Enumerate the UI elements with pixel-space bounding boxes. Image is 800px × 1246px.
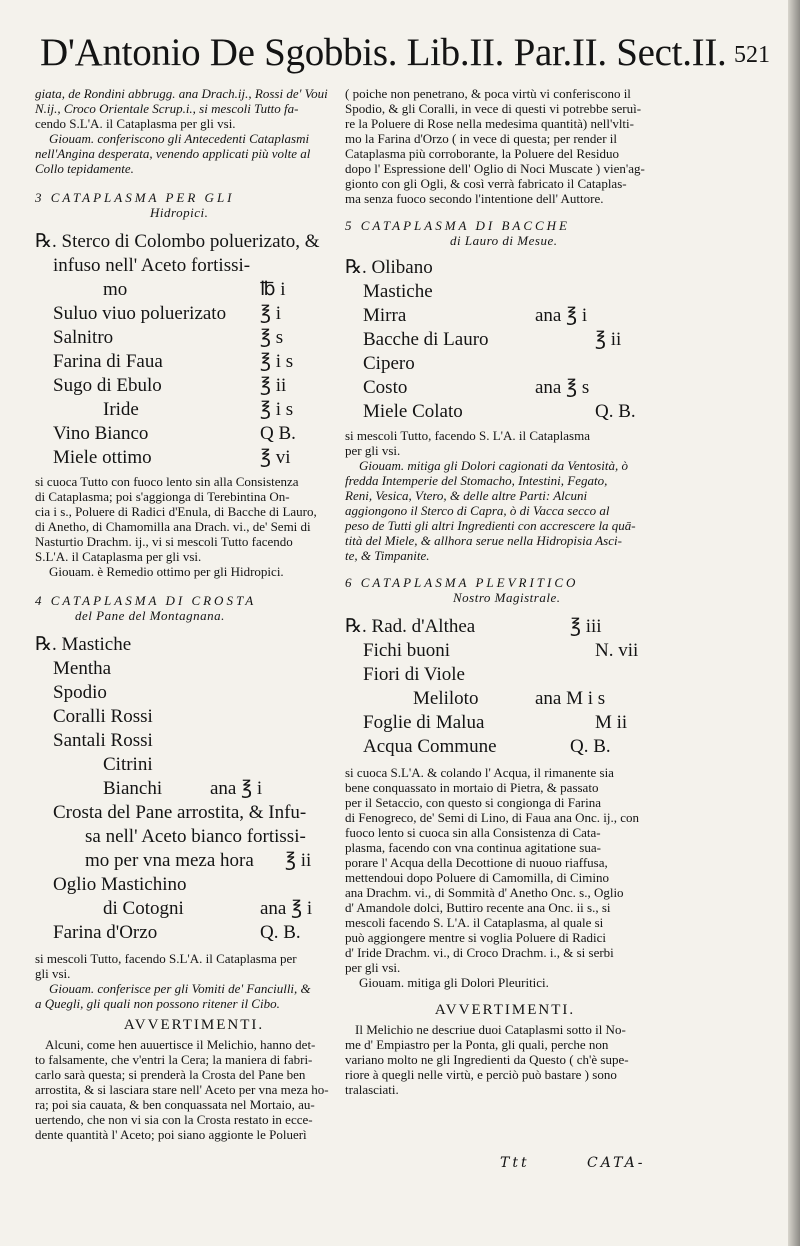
recipe-row: ℞. Sterco di Colombo poluerizato, & [35, 231, 320, 252]
text-line: fredda Intemperie del Stomacho, Intestini, Fegato, [345, 473, 608, 488]
text-line: tità del Miele, & allhora serue nella Hidropisia Asci- [345, 533, 622, 548]
recipe-row: Fichi buoni N. vii [363, 640, 639, 661]
recipe-row: Fiori di Viole [363, 664, 465, 685]
recipe-row: Vino Bianco Q B. [53, 423, 296, 444]
text-line: re la Poluere di Rose nella medesima quantità) nell'vlti- [345, 116, 634, 131]
section-title-3: 3 CATAPLASMA PER GLI Hidropici. [35, 190, 235, 220]
text-line: fuoco lento si cuoca sin alla Consistenza di Cata- [345, 825, 601, 840]
recipe-row: Crosta del Pane arrostita, & Infu- [53, 802, 307, 823]
text-line: Cataplasma più corroborante, la Poluere del Residuo [345, 146, 620, 161]
recipe-row: Bacche di Lauro ℥ ii [363, 329, 622, 350]
text-line: plasma, facendo con vna continua agitatione sua- [345, 840, 601, 855]
catchword: CATA- [587, 1155, 646, 1171]
recipe-row: Bianchi ana ℥ i [103, 778, 263, 799]
text-line: riore à quegli nelle virtù, e perciò può bastare ) sono [345, 1067, 617, 1082]
text-line: uertendo, che non vi sia con la Crosta restato in ecce- [35, 1112, 313, 1127]
text-line: di Fenogreco, de' Semi di Lino, di Faua ana Onc. ij., con [345, 810, 640, 825]
recipe-row: Salnitro ℥ s [53, 327, 284, 348]
text-line: cia i s., Poluere di Radici d'Enula, di Bacche di Lauro, [35, 504, 317, 519]
recipe-4 [35, 633, 353, 945]
text-line: Il Melichio ne descriue duoi Cataplasmi sotto il No- [355, 1022, 626, 1037]
text-line: Giouam. è Remedio ottimo per gli Hidropici. [49, 564, 284, 579]
text-line: di Cataplasma; poi s'aggionga di Terebintina On- [35, 489, 290, 504]
recipe-row: Acqua Commune Q. B. [363, 736, 611, 757]
text-line: può aggiongere mentre si voglia Poluere di Radici [345, 930, 607, 945]
recipe-row: Costo ana ℥ s [363, 377, 590, 398]
running-header [30, 30, 770, 82]
text-line: Alcuni, come hen auuertisce il Melichio, hanno det- [45, 1037, 316, 1052]
recipe-row: Coralli Rossi [53, 706, 153, 727]
warnings-heading: AVVERTIMENTI. [434, 1002, 576, 1018]
text-line: giata, de Rondini abbrugg. ana Drach.ij., Rossi de' Voui [35, 86, 328, 101]
recipe-row: Mentha [53, 658, 112, 679]
text-line: Collo tepidamente. [35, 161, 134, 176]
text-line: Reni, Vesica, Vtero, & delle altre Parti: Alcuni [345, 488, 588, 503]
recipe-row: Oglio Mastichino [53, 874, 187, 895]
recipe-row: Iride ℥ i s [103, 399, 294, 420]
text-line: dente quantità l' Aceto; poi siano aggionte le Poluerì [35, 1127, 307, 1142]
recipe-row: Foglie di Malua M ii [363, 712, 628, 733]
left-intro [35, 86, 353, 176]
text-line: aggiongono il Sterco di Capra, ò di Vacca secco al [345, 503, 610, 518]
recipe-row: Santali Rossi [53, 730, 153, 751]
text-line: per gli vsi. [345, 443, 401, 458]
text-line: gionto con gli Ogli, & così verrà fabricato il Cataplas- [345, 176, 627, 191]
recipe-row: infuso nell' Aceto fortissi- [53, 255, 251, 276]
text-line: arrostita, & si lasciara stare nell' Aceto per vna meza ho- [35, 1082, 329, 1097]
recipe-row: mo per vna meza hora ℥ ii [85, 850, 312, 871]
text-line: di Anetho, di Chamomilla ana Drach. vi., de' Semi di [35, 519, 311, 534]
recipe-row: Miele ottimo ℥ vi [53, 447, 291, 468]
recipe-row: Miele Colato Q. B. [363, 401, 636, 422]
warnings-heading: AVVERTIMENTI. [123, 1017, 265, 1033]
text-line: porare l' Acqua della Decottione di nuouo riaffusa, [345, 855, 608, 870]
warnings-text [345, 1022, 665, 1097]
recipe-row: mo ℔ i [103, 279, 286, 300]
right-intro [345, 86, 665, 206]
recipe-row: Farina d'Orzo Q. B. [53, 922, 301, 943]
recipe-row: Meliloto ana M i s [413, 688, 606, 709]
text-line: cendo S.L'A. il Cataplasma per gli vsi. [35, 116, 236, 131]
warnings-text [35, 1037, 353, 1142]
section-title-5: 5 CATAPLASMA DI BACCHE di Lauro di Mesue. [345, 218, 571, 248]
recipe-5 [345, 256, 665, 424]
text-line: S.L'A. il Cataplasma per gli vsi. [35, 549, 202, 564]
text-line: a Quegli, gli quali non possono ritener il Cibo. [35, 996, 280, 1011]
recipe-3 [35, 230, 353, 470]
right-column [345, 86, 665, 1097]
recipe-row: ℞. Rad. d'Althea ℥ iii [345, 616, 602, 637]
text-line: ana Drachm. vi., di Sommità d' Anetho Onc. s., Oglio [345, 885, 624, 900]
section-3-text [35, 474, 353, 579]
section-5-text [345, 428, 665, 563]
section-title-6: 6 CATAPLASMA PLEVRITICO Nostro Magistrale. [345, 575, 579, 605]
page-footer [500, 1155, 696, 1171]
text-line: tralasciati. [345, 1082, 399, 1097]
text-line: ( poiche non penetrano, & poca virtù vi conferiscono il [345, 86, 631, 101]
recipe-row: Farina di Faua ℥ i s [53, 351, 294, 372]
text-line: bene conquassato in mortaio di Pietra, & passato [345, 780, 599, 795]
text-line: variano molto ne gli Ingredienti da Questo ( ch'è supe- [345, 1052, 629, 1067]
recipe-row: Mastiche [363, 281, 433, 302]
text-line: ra; poi sia cauata, & ben conquassata nel Mortaio, au- [35, 1097, 315, 1112]
page-edge [788, 0, 800, 1246]
recipe-row: ℞. Olibano [345, 257, 433, 278]
header-title: D'Antonio De Sgobbis. Lib.II. Par.II. Sect.II. [40, 31, 727, 74]
recipe-row: Citrini [103, 754, 153, 775]
text-line: to falsamente, che v'entri la Cera; la maniera di fabri- [35, 1052, 313, 1067]
text-line: per gli vsi. [345, 960, 401, 975]
text-line: Giouam. conferisce per gli Vomiti de' Fanciulli, & [49, 981, 311, 996]
text-line: peso de Tutti gli altri Ingredienti con accrescere la quā- [345, 518, 636, 533]
text-line: mo la Farina d'Orzo ( in vece di questa; per render il [345, 131, 617, 146]
text-line: nell'Angina desperata, venendo applicati più volte al [35, 146, 311, 161]
page-number: 521 [734, 42, 770, 68]
text-line: d' Iride Drachm. vi., di Croco Drachm. i., & si serbi [345, 945, 614, 960]
text-line: Giouam. conferiscono gli Antecedenti Cataplasmi [49, 131, 310, 146]
recipe-row: Cipero [363, 353, 415, 374]
text-line: te, & Timpanite. [345, 548, 430, 563]
text-line: Spodio, & gli Coralli, in vece di questi vi potrebbe seruì- [345, 101, 642, 116]
text-line: carlo sarà questa; si prenderà la Crosta del Pane ben [35, 1067, 306, 1082]
text-line: d' Amandole dolci, Buttiro recente ana Onc. ii s., si [345, 900, 611, 915]
section-title-4: 4 CATAPLASMA DI CROSTA del Pane del Montagnana. [35, 593, 257, 623]
signature-mark: Ttt [500, 1155, 530, 1171]
text-line: si cuoca S.L'A. & colando l' Acqua, il rimanente sia [345, 765, 614, 780]
text-line: Giouam. mitiga gli Dolori Pleuritici. [359, 975, 549, 990]
recipe-row: ℞. Mastiche [35, 634, 132, 655]
recipe-row: Sugo di Ebulo ℥ ii [53, 375, 287, 396]
recipe-6 [345, 615, 665, 759]
text-line: mescoli facendo S. L'A. il Cataplasma, al quale si [345, 915, 604, 930]
text-line: N.ij., Croco Orientale Scrup.i., si mescoli Tutto fa- [35, 101, 299, 116]
text-line: Nasturtio Drachm. ij., vi si mescoli Tutto facendo [35, 534, 293, 549]
text-line: si mescoli Tutto, facendo S. L'A. il Cataplasma [345, 428, 590, 443]
recipe-row: Suluo viuo poluerizato ℥ i [53, 303, 282, 324]
text-line: dopo l' Espressione dell' Oglio di Noci Muscate ) vien'ag- [345, 161, 645, 176]
section-4-text [35, 951, 353, 1011]
text-line: si mescoli Tutto, facendo S.L'A. il Cataplasma per [35, 951, 297, 966]
recipe-row: Spodio [53, 682, 107, 703]
recipe-row: Mirra ana ℥ i [363, 305, 588, 326]
text-line: per il Setaccio, con questo si congionga di Farina [345, 795, 601, 810]
section-6-text [345, 765, 665, 990]
text-line: mettendoui dopo Poluere di Camomilla, di Cimino [345, 870, 609, 885]
text-line: me d' Empiastro per la Ponta, gli quali, perche non [345, 1037, 609, 1052]
text-line: Giouam. mitiga gli Dolori cagionati da Ventosità, ò [359, 458, 629, 473]
text-line: gli vsi. [35, 966, 71, 981]
text-line: ma senza fuoco secondo l'intentione dell' Auttore. [345, 191, 604, 206]
left-column [35, 86, 353, 1142]
recipe-row: sa nell' Aceto bianco fortissi- [85, 826, 306, 847]
recipe-row: di Cotogni ana ℥ i [103, 898, 313, 919]
text-line: si cuoca Tutto con fuoco lento sin alla Consistenza [35, 474, 299, 489]
